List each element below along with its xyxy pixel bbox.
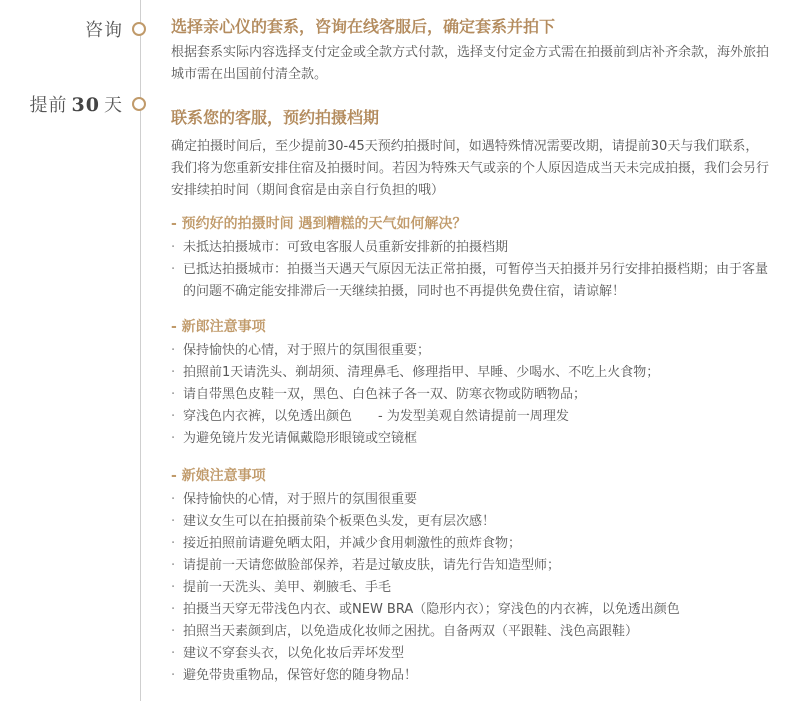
groom-block <box>171 316 771 450</box>
section-title: 选择亲心仪的套系，咨询在线客服后，确定套系并拍下 <box>171 17 556 36</box>
marker-suffix: 天 <box>104 95 123 116</box>
list-item: · 建议女生可以在拍摄前染个板栗色头发，更有层次感！ <box>171 511 771 533</box>
list-item: · 已抵达拍摄城市：拍摄当天遇天气原因无法正常拍摄，可暂停当天拍摄并另行安排拍摄档期；由于客量的问题不确定能安排滞后一天继续拍摄，同时也不再提供免费住宿，请谅解！ <box>171 259 771 303</box>
list-item: · 保持愉快的心情，对于照片的氛围很重要； <box>171 340 771 362</box>
marker-number: 30 <box>71 94 100 116</box>
list-item: · 为避免镜片发光请佩戴隐形眼镜或空镜框 <box>171 428 771 450</box>
list-item: · 请提前一天请您做脸部保养，若是过敏皮肤，请先行告知造型师； <box>171 555 771 577</box>
list-item: · 提前一天洗头、美甲、剃腋毛、手毛 <box>171 577 771 599</box>
bride-title: - 新娘注意事项 <box>171 468 266 484</box>
marker-label-30-days <box>30 91 123 117</box>
bride-block <box>171 465 771 687</box>
section-paragraph: 确定拍摄时间后，至少提前30-45天预约拍摄时间，如遇特殊情况需要改期，请提前30天与我们联系，我们将为您重新安排住宿及拍摄时间。若因为特殊天气或亲的个人原因造成当天未完成拍摄，我们会另行安排续拍时间（期间食宿是由亲自行负担的哦） <box>171 139 770 198</box>
weather-block <box>171 213 771 303</box>
timeline-marker-30-days <box>30 91 140 117</box>
groom-title: - 新郎注意事项 <box>171 319 266 335</box>
timeline-marker-consult <box>85 16 140 42</box>
marker-prefix: 咨询 <box>85 20 123 41</box>
list-item: · 穿浅色内衣裤，以免透出颜色 - 为发型美观自然请提前一周理发 <box>171 406 771 428</box>
list-item: · 建议不穿套头衣，以免化妆后弄坏发型 <box>171 643 771 665</box>
list-item: · 拍照当天素颜到店，以免造成化妆师之困扰。自备两双（平跟鞋、浅色高跟鞋） <box>171 621 771 643</box>
groom-list <box>171 340 771 450</box>
weather-list <box>171 237 771 303</box>
section-booking <box>171 106 771 202</box>
list-item: · 未抵达拍摄城市：可致电客服人员重新安排新的拍摄档期 <box>171 237 771 259</box>
timeline-dot-icon <box>132 97 146 111</box>
list-item: · 拍照前1天请洗头、剃胡须、清理鼻毛、修理指甲、早睡、少喝水、不吃上火食物； <box>171 362 771 384</box>
marker-prefix: 提前 <box>29 95 68 116</box>
list-item: · 避免带贵重物品，保管好您的随身物品！ <box>171 665 771 687</box>
list-item: · 请自带黑色皮鞋一双，黑色、白色袜子各一双、防寒衣物或防晒物品； <box>171 384 771 406</box>
list-item: · 拍摄当天穿无带浅色内衣、或NEW BRA（隐形内衣）；穿浅色的内衣裤，以免透出颜色 <box>171 599 771 621</box>
section-consult <box>171 15 771 86</box>
section-paragraph: 根据套系实际内容选择支付定金或全款方式付款，选择支付定金方式需在拍摄前到店补齐余款，海外旅拍城市需在出国前付清全款。 <box>171 45 770 82</box>
weather-title: - 预约好的拍摄时间 遇到糟糕的天气如何解决？ <box>171 216 467 232</box>
timeline-dot-icon <box>132 22 146 36</box>
list-item: · 接近拍照前请避免晒太阳，并减少食用刺激性的煎炸食物； <box>171 533 771 555</box>
section-title: 联系您的客服，预约拍摄档期 <box>171 108 380 127</box>
bride-list <box>171 489 771 687</box>
list-item: · 保持愉快的心情，对于照片的氛围很重要 <box>171 489 771 511</box>
marker-label-consult <box>85 16 123 42</box>
